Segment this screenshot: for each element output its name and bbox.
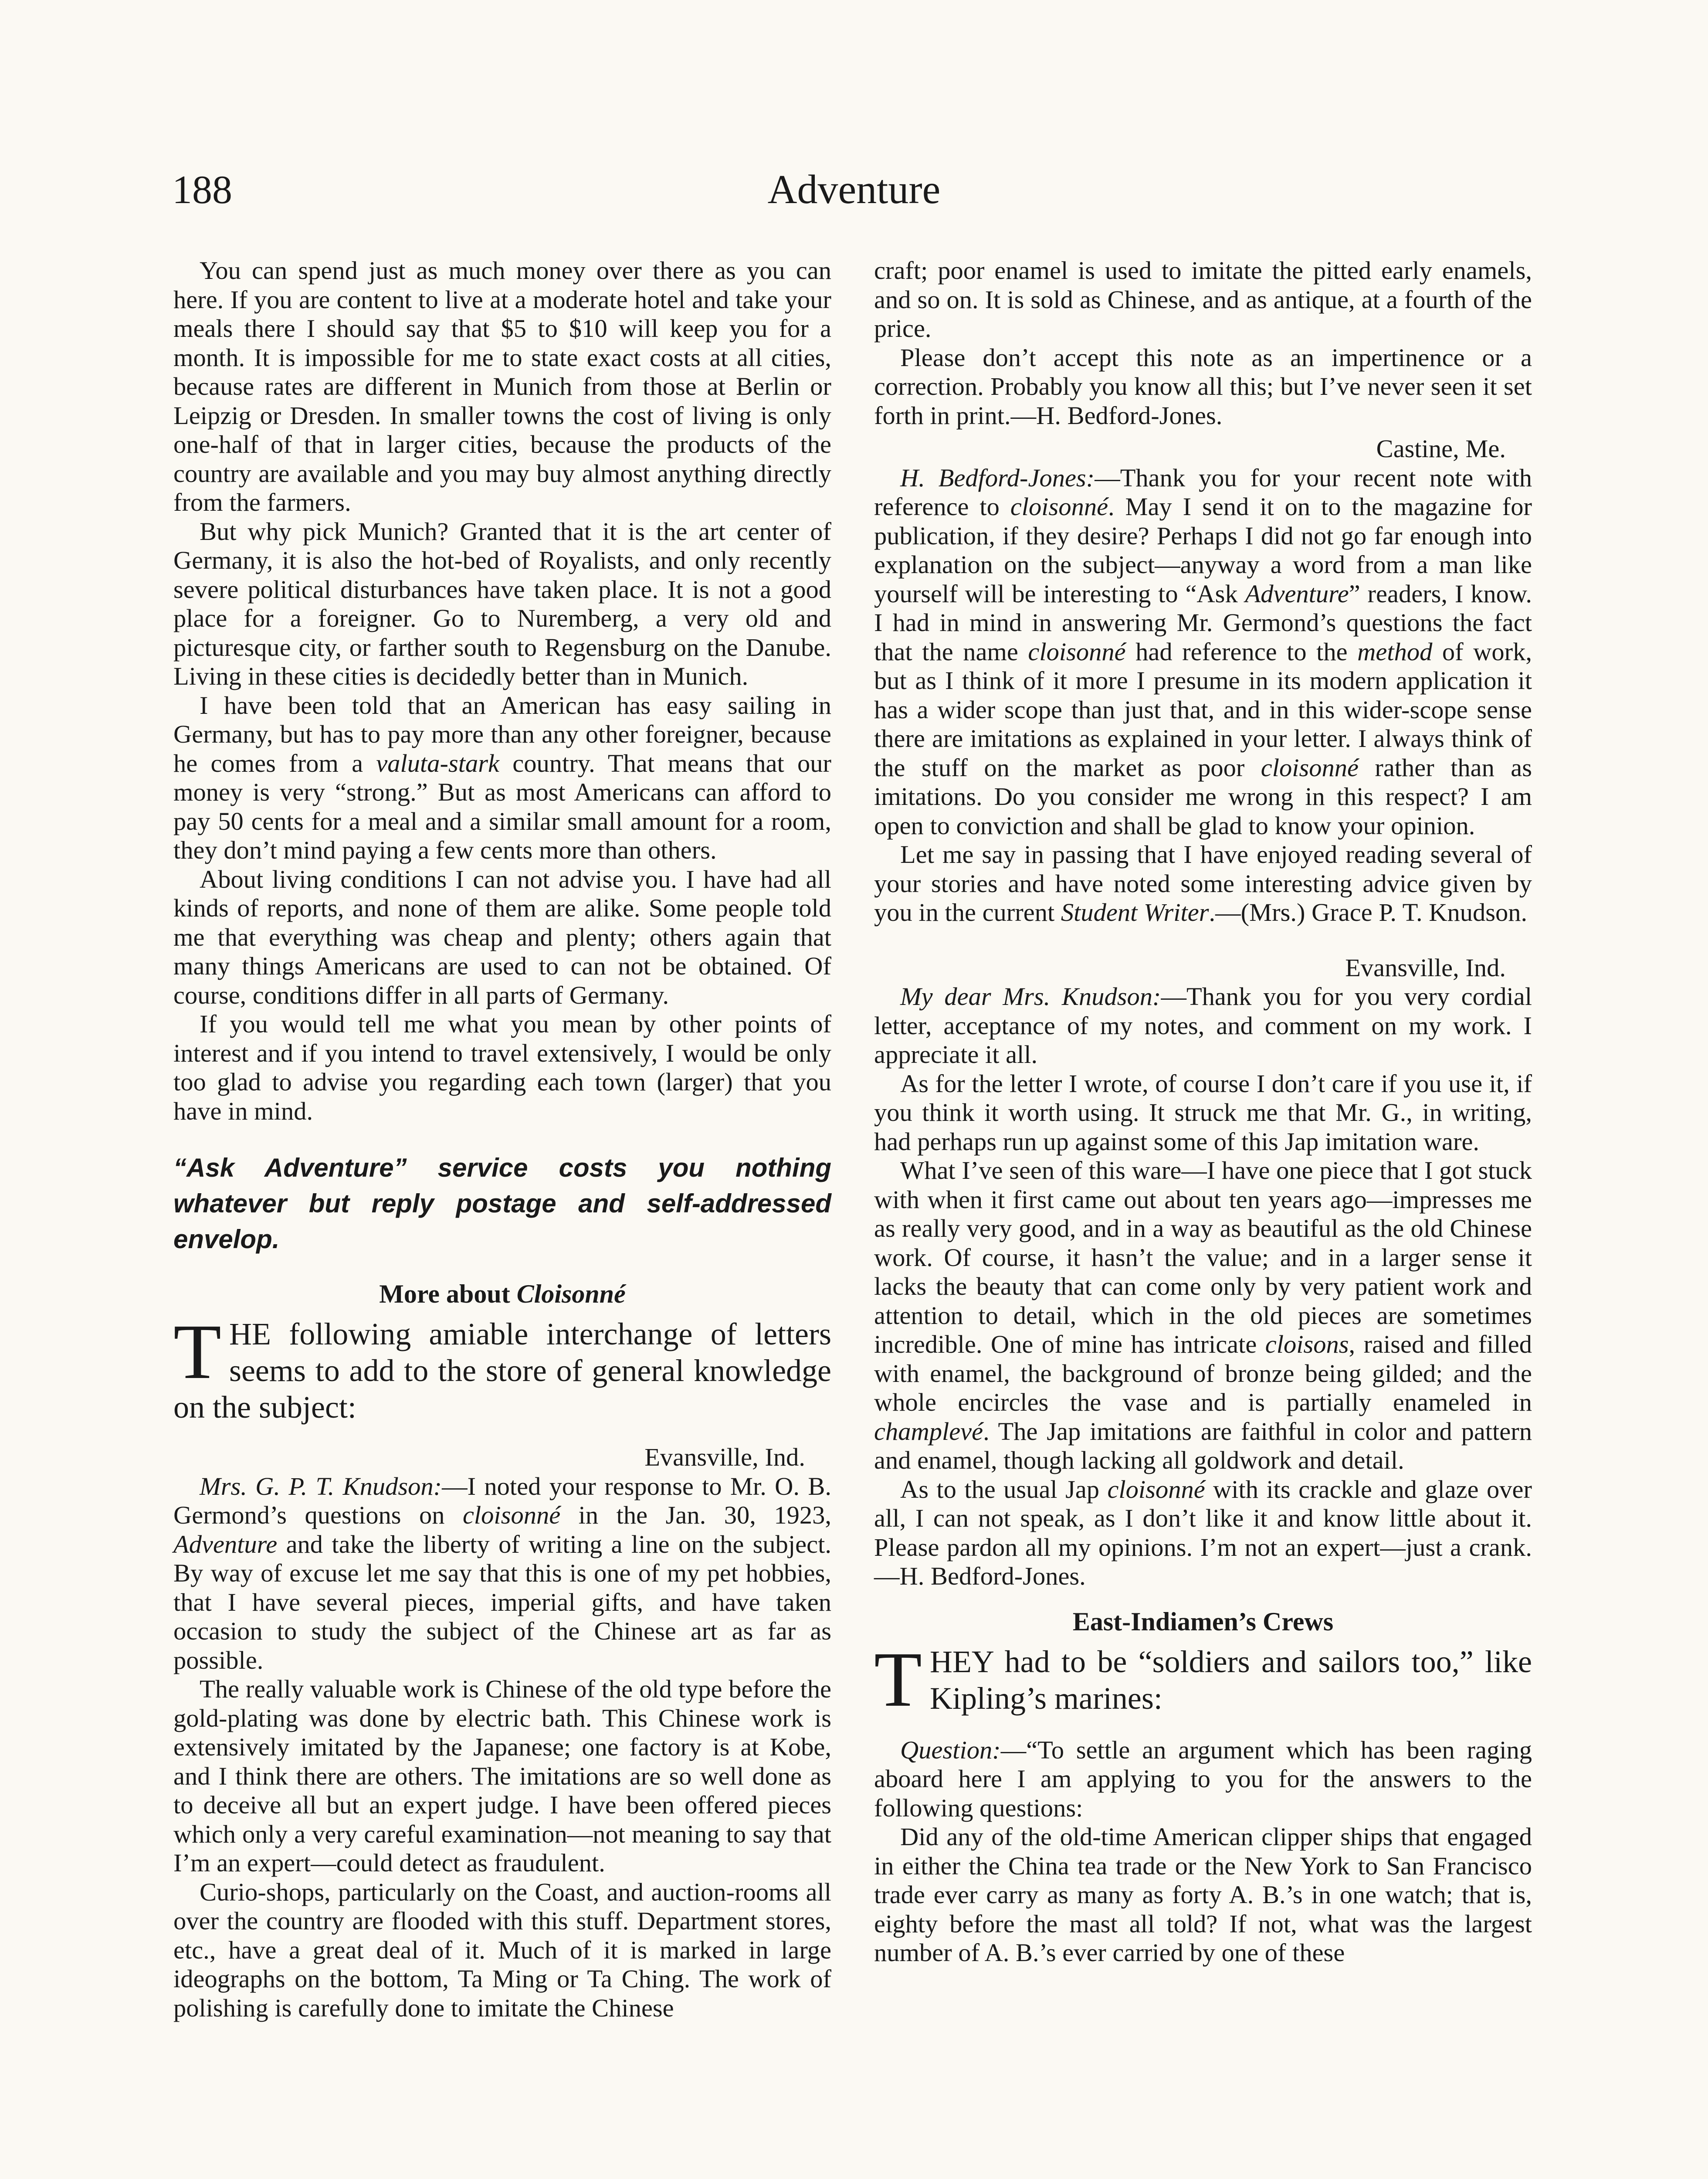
lead-paragraph: THEY had to be “soldiers and sailors too,” like Kipling’s marines: [874,1636,1532,1723]
paragraph: Did any of the old-time American clipper ships that engaged in either the China tea trade or the New York to San Francisco trade ever carry as many as forty A. B.’s in one watch; that is, eighty before the mast all told? If not, what was the largest number of A. B.’s ever carried by one of these [874,1823,1532,1967]
paragraph: The really valuable work is Chinese of the old type before the gold-plating was done by electric bath. This Chinese work is extensively imitated by the Japanese; one factory is at Kobe, and I think there are others. The imitations are so well done as to deceive all but an expert judge. I have been offered pieces which only a very careful examination—not meaning to say that I’m an expert—could detect as fraudulent. [173,1675,831,1877]
paragraph: I have been told that an American has easy sailing in Germany, but has to pay more than any other foreigner, because he comes from a valuta-stark country. That means that our money is very “strong.” But as most Americans can afford to pay 50 cents for a meal and a similar small amount for a room, they don’t mind paying a few cents more than others. [173,691,831,864]
question-paragraph: Question:—“To settle an argument which has been raging aboard here I am applying to you for the answers to the following questions: [874,1735,1532,1822]
paragraph: Let me say in passing that I have enjoyed reading several of your stories and have noted some interesting advice given by you in the current Student Writer.—(Mrs.) Grace P. T. Knudson. [874,840,1532,927]
drop-cap: T [874,1636,922,1723]
letter-paragraph: My dear Mrs. Knudson:—Thank you for you very cordial letter, acceptance of my notes, and comment on my work. I appreciate it all. [874,982,1532,1069]
paragraph: As for the letter I wrote, of course I don’t care if you use it, if you think it worth using. It struck me that Mr. G., in writing, had perhaps run up against some of this Jap imitation ware. [874,1069,1532,1156]
page-header [0,161,1708,218]
paragraph: About living conditions I can not advise you. I have had all kinds of reports, and none of them are alike. Some people told me that everything was cheap and plenty; others again that many things Americans are used to can not be obtained. Of course, conditions differ in all parts of Germany. [173,865,831,1009]
drop-cap: T [173,1308,221,1395]
paragraph: If you would tell me what you mean by other points of interest and if you intend to travel extensively, I would be only too glad to advise you regarding each town (larger) that you have in mind. [173,1010,831,1125]
dateline: Castine, Me. [1376,434,1506,463]
section-heading: East-Indiamen’s Crews [1072,1607,1334,1636]
dateline: Evansville, Ind. [1345,953,1506,982]
letter-paragraph: Mrs. G. P. T. Knudson:—I noted your response to Mr. O. B. Germond’s questions on cloisonné in the Jan. 30, 1923, Adventure and take the liberty of writing a line on the subject. By way of excuse let me say that this is one of my pet hobbies, that I have several pieces, imperial gifts, and have taken occasion to study the subject of the Chinese art as far as possible. [173,1472,831,1674]
paragraph: Please don’t accept this note as an impertinence or a correction. Probably you know all this; but I’ve never seen it set forth in print.—H. Bedford-Jones. [874,343,1532,430]
paragraph: What I’ve seen of this ware—I have one piece that I got stuck with when it first came out about ten years ago—impresses me as really very good, and in a way as beautiful as the old Chinese work. Of course, it hasn’t the value; and in a larger sense it lacks the beauty that can come only by very patient work and attention to detail, which in the old pieces are sometimes incredible. One of mine has intricate cloisons, raised and filled with enamel, the background of bronze being gilded; and the whole encircles the vase and is partially enameled in champlevé. The Jap imitations are faithful in color and pattern and enamel, though lacking all goldwork and detail. [874,1156,1532,1474]
lead-paragraph: THE following amiable interchange of letters seems to add to the store of general knowledge on the subject: [173,1308,831,1425]
paragraph: But why pick Munich? Granted that it is the art center of Germany, it is also the hot-bed of Royalists, and only recently severe political disturbances have taken place. It is not a good place for a foreigner. Go to Nuremberg, a very old and picturesque city, or farther south to Regensburg on the Danube. Living in these cities is decidedly better than in Munich. [173,517,831,690]
paragraph: You can spend just as much money over there as you can here. If you are content to live at a moderate hotel and take your meals there I should say that $5 to $10 will keep you for a month. It is impossible for me to state exact costs at all cities, because rates are different in Munich from those at Berlin or Leipzig or Dresden. In smaller towns the cost of living is only one-half of that in larger cities, because the products of the country are available and you may buy almost anything directly from the farmers. [173,256,831,516]
right-column [874,256,1532,1968]
dateline: Evansville, Ind. [644,1443,805,1471]
service-notice: “Ask Adventure” service costs you nothing whatever but reply postage and self-addressed envelop. [173,1153,831,1254]
section-heading: More about Cloisonné [379,1280,626,1308]
running-head: Adventure [767,167,941,212]
letter-paragraph: H. Bedford-Jones:—Thank you for your recent note with reference to cloisonné. May I send it on to the magazine for publication, if they desire? Perhaps I did not go far enough into explanation on the subject—anyway a word from a man like yourself will be interesting to “Ask Adventure” readers, I know. I had in mind in answering Mr. Germond’s questions the fact that the name cloisonné had reference to the method of work, but as I think of it more I presume in its modern application it has a wider scope than just that, and in this wider-scope sense there are imitations as explained in your letter. I always think of the stuff on the market as poor cloisonné rather than as imitations. Do you consider me wrong in this respect? I am open to conviction and shall be glad to know your opinion. [874,463,1532,840]
paragraph: As to the usual Jap cloisonné with its crackle and glaze over all, I can not speak, as I don’t like it and know little about it. Please pardon all my opinions. I’m not an expert—just a crank.—H. Bedford-Jones. [874,1475,1532,1590]
paragraph: craft; poor enamel is used to imitate the pitted early enamels, and so on. It is sold as Chinese, and as antique, at a fourth of the price. [874,256,1532,343]
page-number: 188 [172,167,232,212]
left-column [173,256,831,2023]
paragraph: Curio-shops, particularly on the Coast, and auction-rooms all over the country are flooded with this stuff. Department stores, etc., have a great deal of it. Much of it is marked in large ideographs on the bottom, Ta Ming or Ta Ching. The work of polishing is carefully done to imitate the Chinese [173,1877,831,2022]
